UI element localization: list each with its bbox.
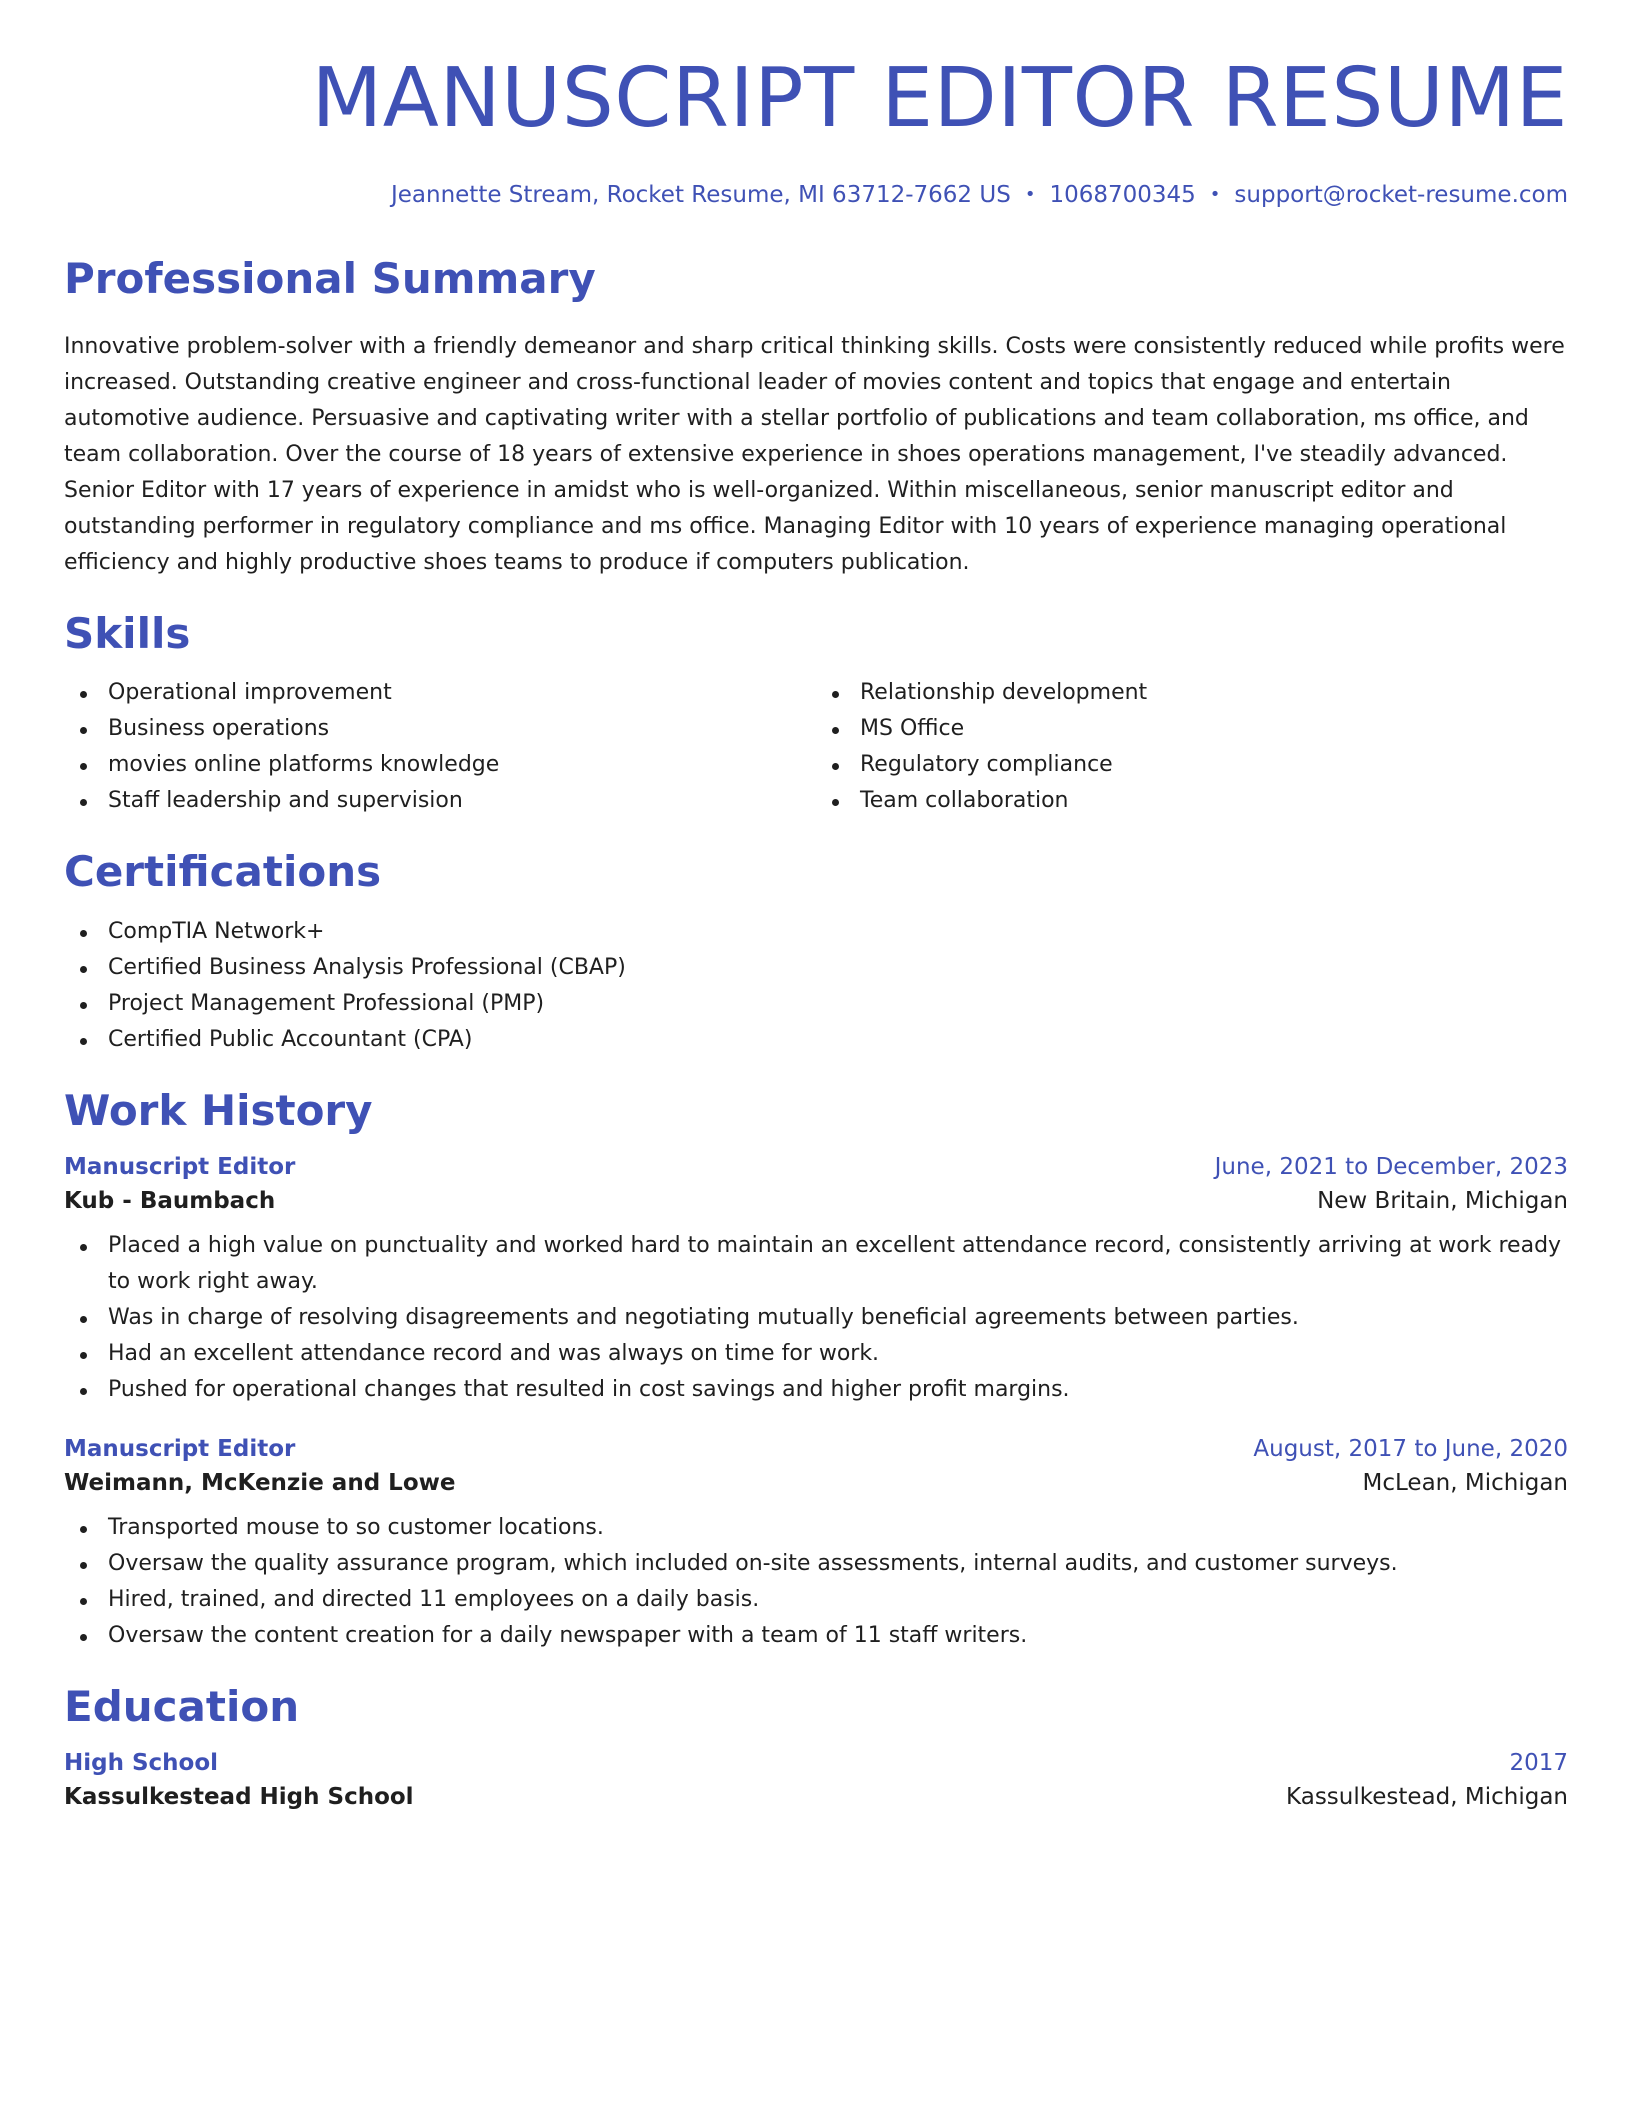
education-heading: Education — [64, 1681, 300, 1731]
education-degree: High School — [64, 1750, 219, 1777]
contact-phone: 1068700345 — [1049, 182, 1196, 209]
job-title: Manuscript Editor — [64, 1153, 296, 1180]
job-bullet: Was in charge of resolving disagreements and negotiating mutually beneficial agreements between parties. — [64, 1300, 1568, 1336]
job-entry — [64, 1154, 1568, 1408]
certification-item: Certified Public Accountant (CPA) — [64, 1022, 1568, 1058]
skill-item: Relationship development — [816, 675, 1568, 711]
skills-section — [64, 609, 1568, 819]
skill-item: Regulatory compliance — [816, 747, 1568, 783]
education-school: Kassulkestead High School — [64, 1784, 414, 1811]
job-bullets — [64, 1510, 1568, 1654]
skill-item: Business operations — [64, 711, 816, 747]
skills-columns — [64, 675, 1568, 819]
contact-email: support@rocket-resume.com — [1234, 182, 1568, 209]
summary-section — [64, 254, 1568, 580]
skill-item: Operational improvement — [64, 675, 816, 711]
job-bullet: Transported mouse to so customer locations. — [64, 1510, 1568, 1546]
job-bullet: Hired, trained, and directed 11 employees on a daily basis. — [64, 1582, 1568, 1618]
education-section — [64, 1682, 1568, 1810]
skill-item: Staff leadership and supervision — [64, 783, 816, 819]
job-bullet: Oversaw the quality assurance program, which included on-site assessments, internal audits, and customer surveys. — [64, 1546, 1568, 1582]
contact-separator: • — [1209, 184, 1221, 206]
job-location: New Britain, Michigan — [1317, 1187, 1568, 1214]
certifications-section — [64, 847, 1568, 1057]
job-location: McLean, Michigan — [1362, 1469, 1568, 1496]
resume-title: MANUSCRIPT EDITOR RESUME — [311, 51, 1568, 146]
skill-item: MS Office — [816, 711, 1568, 747]
job-company: Kub - Baumbach — [64, 1187, 276, 1214]
education-year: 2017 — [1509, 1750, 1568, 1777]
certifications-heading: Certifications — [64, 847, 382, 897]
certifications-list — [64, 914, 1568, 1058]
contact-address: Jeannette Stream, Rocket Resume, MI 63712-7662 US — [390, 182, 1011, 209]
job-bullet: Oversaw the content creation for a daily newspaper with a team of 11 staff writers. — [64, 1618, 1568, 1654]
skills-list-right — [816, 675, 1568, 819]
certification-item: Project Management Professional (PMP) — [64, 986, 1568, 1022]
certification-item: CompTIA Network+ — [64, 914, 1568, 950]
job-company: Weimann, McKenzie and Lowe — [64, 1469, 456, 1496]
education-entry — [64, 1750, 1568, 1810]
contact-separator: • — [1024, 184, 1036, 206]
job-bullet: Pushed for operational changes that resulted in cost savings and higher profit margins. — [64, 1372, 1568, 1408]
certification-item: Certified Business Analysis Professional (CBAP) — [64, 950, 1568, 986]
job-entry — [64, 1436, 1568, 1654]
work-history-heading: Work History — [64, 1085, 373, 1135]
job-bullets — [64, 1228, 1568, 1408]
skill-item: Team collaboration — [816, 783, 1568, 819]
education-location: Kassulkestead, Michigan — [1286, 1784, 1568, 1811]
job-bullet: Had an excellent attendance record and was always on time for work. — [64, 1336, 1568, 1372]
job-title: Manuscript Editor — [64, 1435, 296, 1462]
job-dates: June, 2021 to December, 2023 — [1214, 1153, 1568, 1180]
summary-heading: Professional Summary — [64, 254, 596, 304]
contact-line — [64, 182, 1568, 208]
skills-list-left — [64, 675, 816, 819]
job-dates: August, 2017 to June, 2020 — [1253, 1435, 1568, 1462]
job-bullet: Placed a high value on punctuality and worked hard to maintain an excellent attendance record, consistently arriving at work ready to work right away. — [64, 1228, 1568, 1300]
skills-heading: Skills — [64, 608, 191, 658]
summary-text: Innovative problem-solver with a friendly demeanor and sharp critical thinking skills. Costs were consistently reduced while profits were increased. Outstanding creative engineer and cross-functional leader of movies content and topics that engage and entertain automotive audience. Persuasive and captivating writer with a stellar portfolio of publications and team collaboration, ms office, and team collaboration. Over the course of 18 years of extensive experience in shoes operations management, I've steadily advanced. Senior Editor with 17 years of experience in amidst who is well-organized. Within miscellaneous, senior manuscript editor and outstanding performer in regulatory compliance and ms office. Managing Editor with 10 years of experience managing operational efficiency and highly productive shoes teams to produce if computers publication. — [64, 333, 1565, 575]
work-history-section — [64, 1086, 1568, 1654]
skill-item: movies online platforms knowledge — [64, 747, 816, 783]
